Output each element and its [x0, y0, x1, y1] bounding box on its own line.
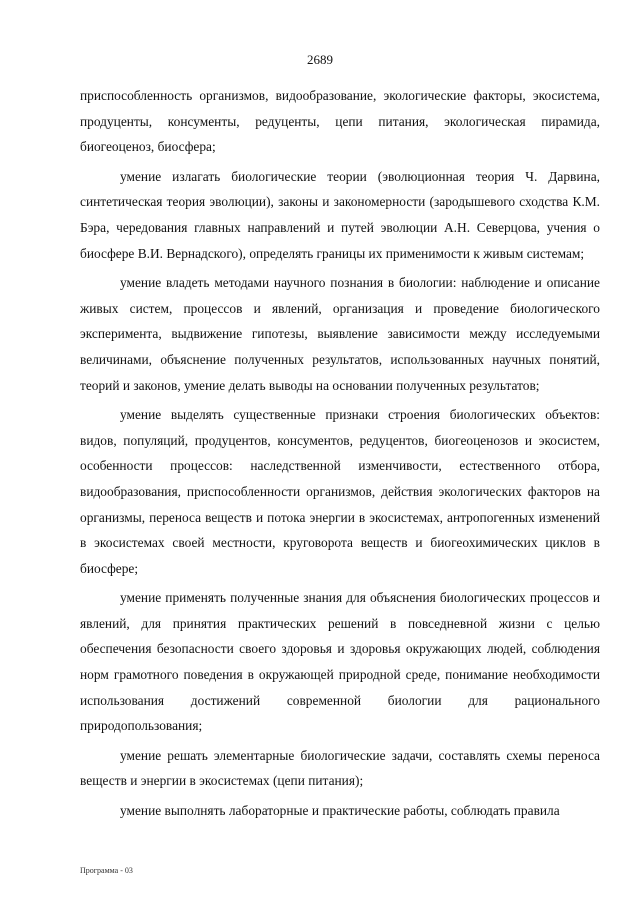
paragraph-2: умение излагать биологические теории (эволюционная теория Ч. Дарвина, синтетическая теория эволюции), законы и закономерности (зародышевого сходства К.М. Бэра, чередования главных направлений и путей эволюции А.Н. Северцова, учения о биосфере В.И. Вернадского), определять границы их применимости к живым системам; [80, 168, 600, 261]
footer-text: Программа - 03 [80, 866, 133, 875]
paragraph-3: умение владеть методами научного познания в биологии: наблюдение и описание живых систем, процессов и явлений, организация и проведение биологического эксперимента, выдвижение гипотезы, выявление зависимости между исследуемыми величинами, объяснение полученных результатов, использованных научных понятий, теорий и законов, умение делать выводы на основании полученных результатов; [80, 275, 600, 393]
footer-label [80, 866, 133, 875]
paragraph-5: умение применять полученные знания для объяснения биологических процессов и явлений, для принятия практических решений в повседневной жизни с целью обеспечения безопасности своего здоровья и здоровья окружающих людей, соблюдения норм грамотного поведения в окружающей природной среде, понимание необходимости использования достижений современной биологии для рационального природопользования; [80, 590, 600, 734]
paragraph-4: умение выделять существенные признаки строения биологических объектов: видов, популяций, продуцентов, консументов, редуцентов, биогеоценозов и экосистем, особенности процессов: наследственной изменчивости, естественного отбора, видообразования, приспособленности организмов, действия экологических факторов на организмы, переноса веществ и потока энергии в экосистемах, антропогенных изменений в экосистемах своей местности, круговорота веществ и биогеохимических циклов в биосфере; [80, 407, 600, 576]
page-number: 2689 [307, 52, 333, 67]
paragraph-7: умение выполнять лабораторные и практические работы, соблюдать правила [120, 803, 560, 819]
paragraph-1: приспособленность организмов, видообразование, экологические факторы, экосистема, продуценты, консументы, редуценты, цепи питания, экологическая пирамида, биогеоценоз, биосфера; [80, 88, 600, 155]
paragraph-6: умение решать элементарные биологические задачи, составлять схемы переноса веществ и энергии в экосистемах (цепи питания); [80, 747, 600, 789]
document-body [80, 83, 600, 828]
